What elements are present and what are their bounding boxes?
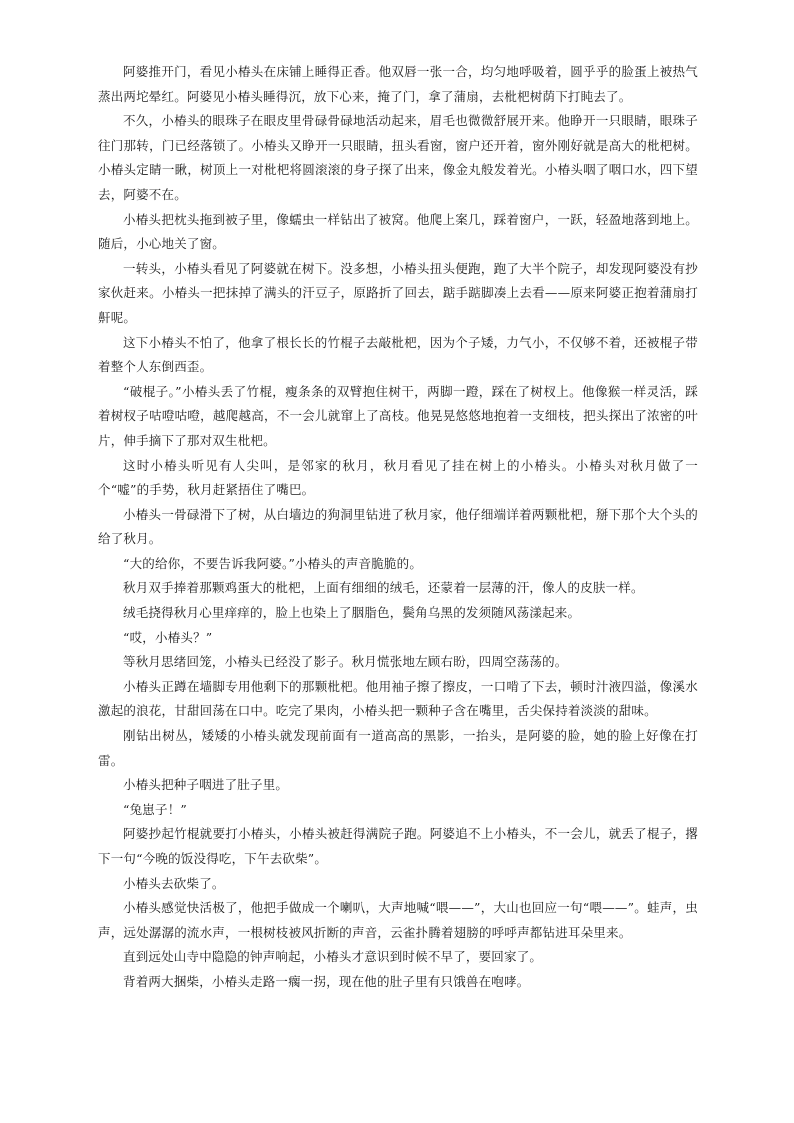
paragraph-22: 背着两大捆柴，小椿头走路一瘸一拐，现在他的肚子里有只饿兽在咆哮。	[123, 973, 530, 989]
paragraph-18: 阿婆抄起竹棍就要打小椿头，小椿头被赶得满院子跑。阿婆追不上小椿头，不一会儿，就丢了棍子，撂下一句“今晚的饭没得吃，下午去砍柴”。	[98, 826, 698, 866]
paragraph-4: 一转头，小椿头看见了阿婆就在树下。没多想，小椿头扭头便跑，跑了大半个院子，却发现阿婆没有抄家伙赶来。小椿头一把抹掉了满头的汗豆子，原路折了回去，踮手踮脚凑上去看——原来阿婆正抱着蒲扇打鼾呢。	[98, 260, 698, 325]
paragraph-6: “破棍子。”小椿头丢了竹棍，瘦条条的双臂抱住树干，两脚一蹬，踩在了树杈上。他像猴一样灵活，踩着树杈子咕噔咕噔，越爬越高，不一会儿就窜上了高枝。他晃晃悠悠地抱着一支细枝，把头探出了浓密的叶片，伸手摘下了那对双生枇杷。	[98, 383, 698, 448]
paragraph-1: 阿婆推开门，看见小椿头在床铺上睡得正香。他双唇一张一合，均匀地呼吸着，圆乎乎的脸蛋上被热气蒸出两坨晕红。阿婆见小椿头睡得沉，放下心来，掩了门，拿了蒲扇，去枇杷树荫下打盹去了。	[98, 64, 698, 104]
paragraph-15: 刚钻出树丛，矮矮的小椿头就发现前面有一道高高的黑影，一抬头，是阿婆的脸，她的脸上好像在打雷。	[98, 728, 698, 768]
paragraph-7: 这时小椿头听见有人尖叫，是邻家的秋月，秋月看见了挂在树上的小椿头。小椿头对秋月做了一个“嘘”的手势，秋月赶紧捂住了嘴巴。	[98, 457, 698, 498]
paragraph-14: 小椿头正蹲在墙脚专用他剩下的那颗枇杷。他用袖子擦了擦皮，一口啃了下去，顿时汁液四溢，像溪水激起的浪花，甘甜回荡在口中。吃完了果肉，小椿头把一颗种子含在嘴里，舌尖保持着淡淡的甜味。	[98, 678, 698, 719]
paragraph-17: “兔崽子！”	[123, 801, 187, 817]
paragraph-11: 绒毛挠得秋月心里痒痒的，脸上也染上了胭脂色，鬓角乌黑的发须随风荡漾起来。	[123, 605, 581, 621]
paragraph-5: 这下小椿头不怕了，他拿了根长长的竹棍子去敲枇杷，因为个子矮，力气小，不仅够不着，还被棍子带着整个人东倒西歪。	[98, 334, 698, 375]
paragraph-19: 小椿头去砍柴了。	[123, 875, 225, 891]
paragraph-13: 等秋月思绪回笼，小椿头已经没了影子。秋月慌张地左顾右盼，四周空荡荡的。	[123, 654, 568, 670]
document-body	[98, 60, 698, 995]
paragraph-2: 不久，小椿头的眼珠子在眼皮里骨碌骨碌地活动起来，眉毛也微微舒展开来。他睁开一只眼睛，眼珠子往门那转，门已经落锁了。小椿头又睁开一只眼睛，扭头看窗，窗户还开着，窗外刚好就是高大的枇杷树。小椿头定睛一瞅，树顶上一对枇杷将圆滚滚的身子探了出来，像金丸般发着光。小椿头咽了咽口水，四下望去，阿婆不在。	[98, 113, 698, 202]
paragraph-10: 秋月双手捧着那颗鸡蛋大的枇杷，上面有细细的绒毛，还蒙着一层薄的汗，像人的皮肤一样。	[123, 580, 644, 596]
paragraph-20: 小椿头感觉快活极了，他把手做成一个喇叭，大声地喊“喂——”，大山也回应一句“喂——”。蛙声，虫声，远处潺潺的流水声，一根树枝被风折断的声音，云雀扑腾着翅膀的呼呼声都钻进耳朵里来。	[98, 900, 698, 940]
paragraph-21: 直到远处山寺中隐隐的钟声响起，小椿头才意识到时候不早了，要回家了。	[123, 949, 543, 965]
paragraph-3: 小椿头把枕头拖到被子里，像蠕虫一样钻出了被窝。他爬上案几，踩着窗户，一跃，轻盈地落到地上。随后，小心地关了窗。	[98, 211, 698, 252]
paragraph-16: 小椿头把种子咽进了肚子里。	[123, 777, 289, 793]
paragraph-12: “哎，小椿头？”	[123, 629, 213, 645]
paragraph-9: “大的给你，不要告诉我阿婆。”小椿头的声音脆脆的。	[123, 555, 423, 571]
paragraph-8: 小椿头一骨碌滑下了树，从白墙边的狗洞里钻进了秋月家，他仔细端详着两颗枇杷，掰下那个大个头的给了秋月。	[98, 506, 698, 547]
